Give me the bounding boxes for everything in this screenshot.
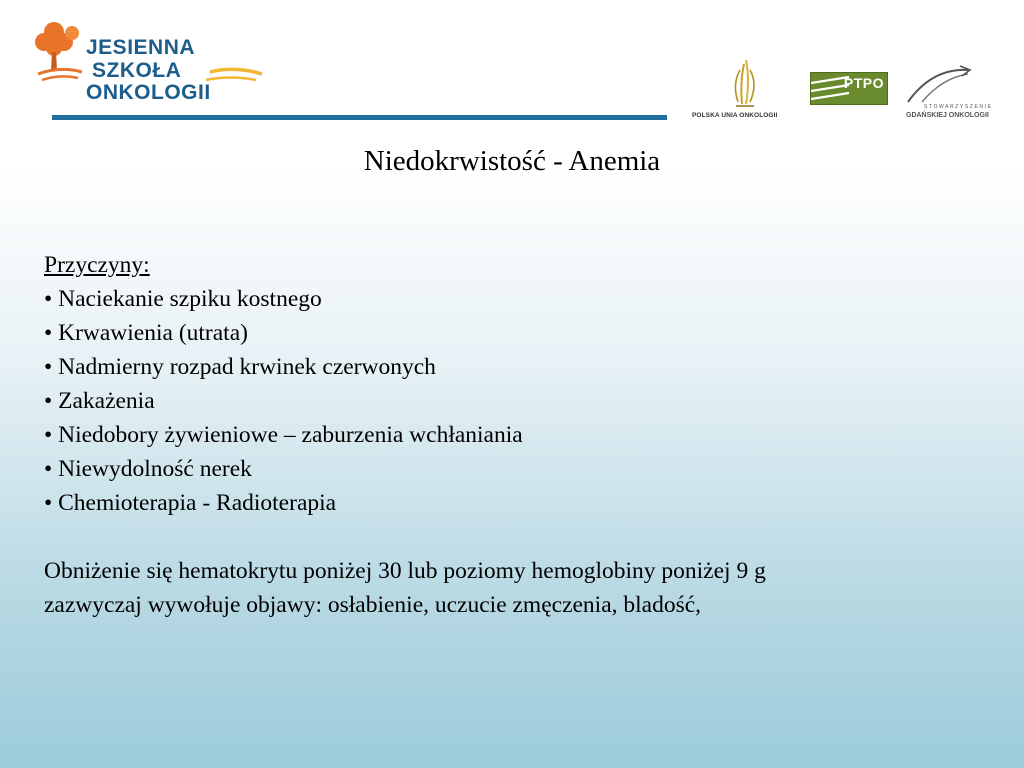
causes-heading: Przyczyny:	[44, 252, 150, 278]
list-item: • Naciekanie szpiku kostnego	[44, 282, 523, 316]
logo-ptpo	[810, 72, 888, 105]
note-line: zazwyczaj wywołuje objawy: osłabienie, uczucie zmęczenia, bladość,	[44, 592, 702, 618]
list-item: • Niewydolność nerek	[44, 452, 523, 486]
list-item: • Krwawienia (utrata)	[44, 316, 523, 350]
causes-list	[44, 282, 523, 520]
header-divider	[52, 115, 667, 120]
logo-line-3: ONKOLOGII	[86, 81, 211, 104]
wheat-flame-icon	[690, 56, 800, 112]
logo-stowarzyszenie-gdanskiej-onkologii	[902, 64, 998, 124]
slide-title: Niedokrwistość - Anemia	[363, 145, 661, 177]
symptoms-note	[44, 554, 1004, 622]
note-line: Obniżenie się hematokrytu poniżej 30 lub poziomy hemoglobiny poniżej 9 g	[44, 558, 766, 584]
logo-text: PTPO	[843, 75, 884, 91]
logo-caption-top: STOWARZYSZENIE	[924, 104, 993, 110]
logo-line-1: JESIENNA	[86, 36, 196, 59]
arc-swoosh-icon	[902, 64, 998, 104]
list-item: • Nadmierny rozpad krwinek czerwonych	[44, 350, 523, 384]
list-item: • Zakażenia	[44, 384, 523, 418]
logo-caption: POLSKA UNIA ONKOLOGII	[692, 112, 778, 119]
logo-caption-bottom: GDAŃSKIEJ ONKOLOGII	[906, 112, 989, 119]
logo-line-2: SZKOŁA	[92, 59, 182, 82]
causes-section	[44, 248, 523, 520]
logo-polska-unia-onkologii	[690, 56, 800, 122]
logo-jesienna-szkola-onkologii	[30, 18, 280, 108]
list-item: • Niedobory żywieniowe – zaburzenia wchłaniania	[44, 418, 523, 452]
list-item: • Chemioterapia - Radioterapia	[44, 486, 523, 520]
